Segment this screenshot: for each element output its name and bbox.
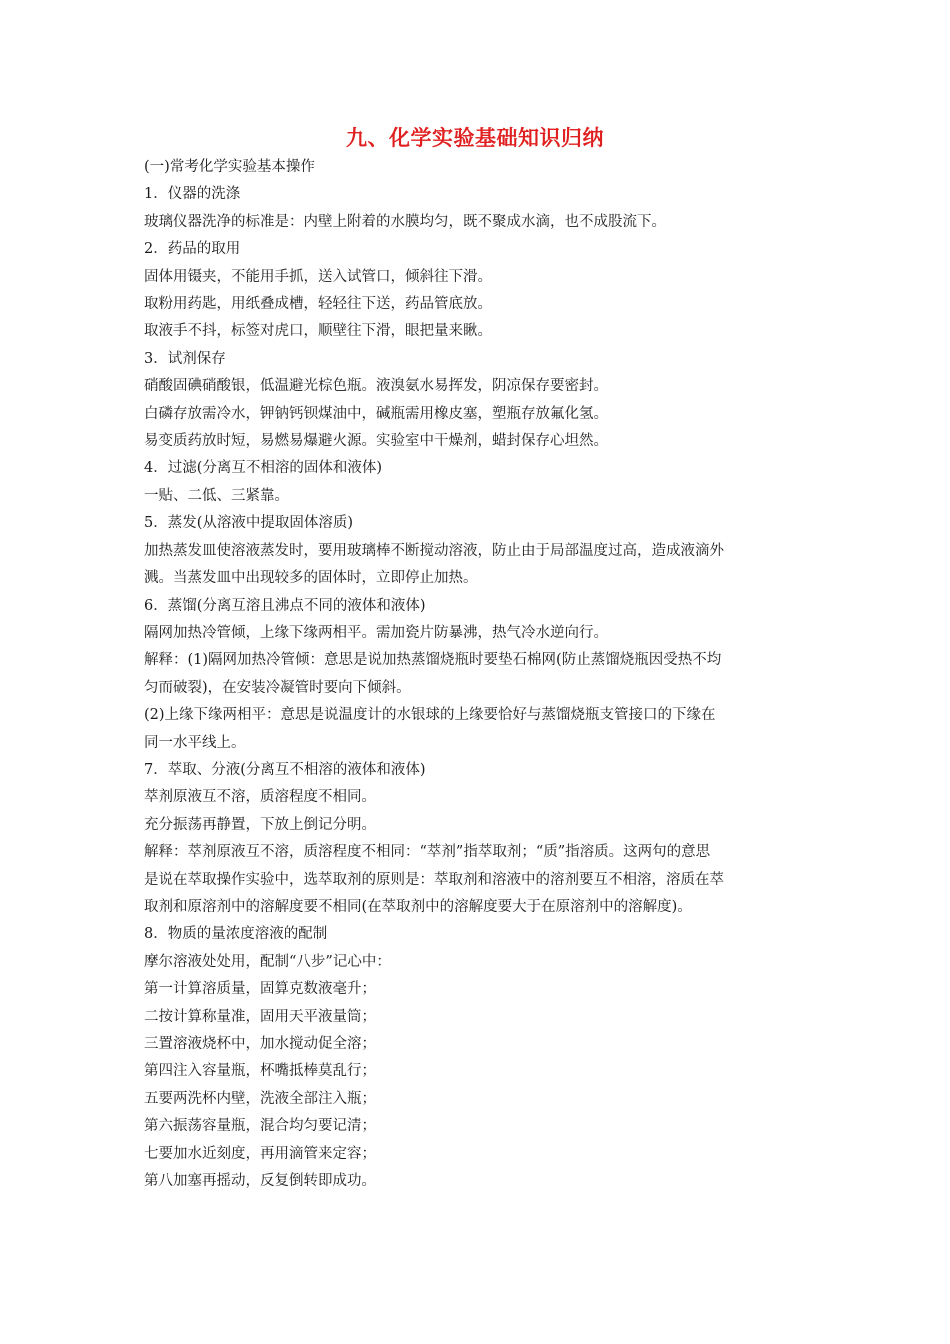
text-line: 加热蒸发皿使溶液蒸发时，要用玻璃棒不断搅动溶液，防止由于局部温度过高，造成液滴外 <box>144 542 724 559</box>
text-line: 第四注入容量瓶，杯嘴抵棒莫乱行； <box>144 1063 376 1080</box>
text-line: 溅。当蒸发皿中出现较多的固体时，立即停止加热。 <box>144 570 478 587</box>
text-line: 匀而破裂)，在安装冷凝管时要向下倾斜。 <box>144 679 411 696</box>
text-line: 8．物质的量浓度溶液的配制 <box>144 926 328 943</box>
text-line: 第六振荡容量瓶，混合均匀要记清； <box>144 1118 376 1135</box>
text-line: 硝酸固碘硝酸银，低温避光棕色瓶。液溴氨水易挥发，阴凉保存要密封。 <box>144 378 608 395</box>
text-line: 第八加塞再摇动，反复倒转即成功。 <box>144 1173 376 1190</box>
text-line: 同一水平线上。 <box>144 734 246 751</box>
text-line: 五要两洗杯内壁，洗液全部注入瓶； <box>144 1090 376 1107</box>
text-line: 充分振荡再静置，下放上倒记分明。 <box>144 816 376 833</box>
text-line: 解释：(1)隔网加热冷管倾：意思是说加热蒸馏烧瓶时要垫石棉网(防止蒸馏烧瓶因受热不均 <box>144 652 722 669</box>
text-line: 萃剂原液互不溶，质溶程度不相同。 <box>144 789 376 806</box>
text-line: 7．萃取、分液(分离互不相溶的液体和液体) <box>144 761 426 778</box>
text-line: 摩尔溶液处处用，配制“八步”记心中： <box>144 953 391 970</box>
page-title: 九、化学实验基础知识归纳 <box>346 125 604 150</box>
text-line: 玻璃仪器洗净的标准是：内壁上附着的水膜均匀，既不聚成水滴，也不成股流下。 <box>144 213 666 230</box>
text-line: 隔网加热冷管倾，上缘下缘两相平。需加瓷片防暴沸，热气冷水逆向行。 <box>144 624 608 641</box>
text-line: 二按计算称量准，固用天平液量筒； <box>144 1008 376 1025</box>
text-line: 第一计算溶质量，固算克数液毫升； <box>144 981 376 998</box>
text-line: 七要加水近刻度，再用滴管来定容； <box>144 1145 376 1162</box>
text-line: 解释：萃剂原液互不溶，质溶程度不相同：“萃剂”指萃取剂；“质”指溶质。这两句的意思 <box>144 844 711 861</box>
text-line: 2．药品的取用 <box>144 241 241 258</box>
text-line: 是说在萃取操作实验中，选萃取剂的原则是：萃取剂和溶液中的溶剂要互不相溶，溶质在萃 <box>144 871 724 888</box>
text-line: 白磷存放需冷水，钾钠钙钡煤油中，碱瓶需用橡皮塞，塑瓶存放氟化氢。 <box>144 405 608 422</box>
text-line: 取剂和原溶剂中的溶解度要不相同(在萃取剂中的溶解度要大于在原溶剂中的溶解度)。 <box>144 898 692 915</box>
text-line: 一贴、二低、三紧靠。 <box>144 487 289 504</box>
text-line: (一)常考化学实验基本操作 <box>144 159 315 175</box>
document-body <box>144 154 810 1195</box>
text-line: 3．试剂保存 <box>144 350 226 367</box>
text-line: 取液手不抖，标签对虎口，顺壁往下滑，眼把量来瞅。 <box>144 323 492 340</box>
text-line: 1．仪器的洗涤 <box>144 186 241 203</box>
text-line: 取粉用药匙，用纸叠成槽，轻轻往下送，药品管底放。 <box>144 296 492 313</box>
text-line: 6．蒸馏(分离互溶且沸点不同的液体和液体) <box>144 597 426 614</box>
text-line: 易变质药放时短，易燃易爆避火源。实验室中干燥剂，蜡封保存心坦然。 <box>144 433 608 450</box>
text-line: 三置溶液烧杯中，加水搅动促全溶； <box>144 1036 376 1052</box>
text-line: 5．蒸发(从溶液中提取固体溶质) <box>144 515 354 532</box>
text-line: 固体用镊夹，不能用手抓，送入试管口，倾斜往下滑。 <box>144 268 492 285</box>
text-line: (2)上缘下缘两相平：意思是说温度计的水银球的上缘要恰好与蒸馏烧瓶支管接口的下缘在 <box>144 707 716 724</box>
text-line: 4．过滤(分离互不相溶的固体和液体) <box>144 460 383 477</box>
